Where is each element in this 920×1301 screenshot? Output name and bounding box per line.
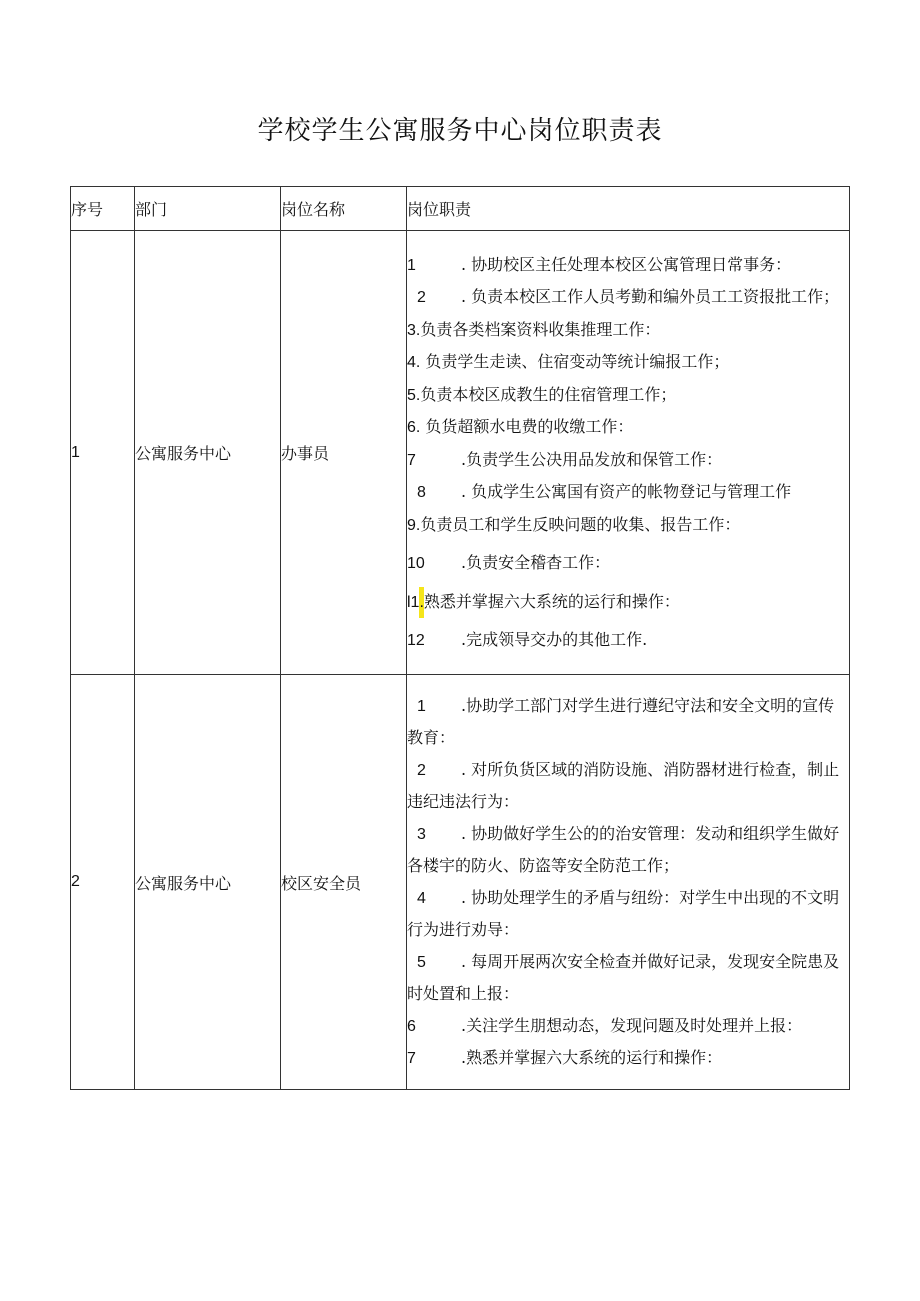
header-duty: 岗位职责 xyxy=(407,187,850,231)
header-position: 岗位名称 xyxy=(281,187,407,231)
duty-item xyxy=(407,1010,849,1043)
duty-num: 9. xyxy=(407,516,421,534)
duty-text: .负责安全稽杳工作： xyxy=(461,553,611,572)
duty-text: 负货超额水电费的收缴工作： xyxy=(420,417,634,436)
duty-text: . 负成学生公寓国有资产的帐物登记与管理工作 xyxy=(461,482,792,501)
duty-text: 负责员工和学生反映问题的收集、报告工作： xyxy=(420,514,741,534)
duty-text: .协助学工部门对学生进行遵纪守法和安全文明的宣传教育： xyxy=(407,695,835,747)
duty-item xyxy=(407,547,849,580)
row-no: 1 xyxy=(71,231,135,675)
duty-item xyxy=(407,281,849,314)
duty-item xyxy=(407,754,849,818)
row-duties xyxy=(407,231,850,675)
duty-num: 1 xyxy=(407,256,416,274)
highlight-mark: . xyxy=(419,587,423,619)
header-dept: 部门 xyxy=(135,187,281,231)
duty-table xyxy=(70,186,850,1090)
duty-item xyxy=(407,586,849,619)
duty-num: 8 xyxy=(417,484,426,501)
table-row xyxy=(71,231,850,675)
duty-num: 6 xyxy=(407,1017,416,1035)
duty-text: 熟悉并掌握六大系统的运行和操作： xyxy=(423,591,680,611)
duty-num: 7 xyxy=(407,451,416,469)
duty-item xyxy=(407,1042,849,1075)
duty-num: 5 xyxy=(417,953,426,971)
duty-item xyxy=(407,946,849,1010)
page-title: 学校学生公寓服务中心岗位职责表 xyxy=(257,116,663,146)
duty-text: 负责各类档案资料收集推理工作： xyxy=(420,319,661,339)
row-position: 办事员 xyxy=(281,231,407,675)
duty-item xyxy=(407,509,849,542)
table-header-row xyxy=(71,187,850,231)
duty-item xyxy=(407,690,849,754)
duty-item xyxy=(407,882,849,946)
duty-text: . 每周开展两次安全检查并做好记录，发现安全院患及时处置和上报： xyxy=(407,951,840,1003)
duty-item xyxy=(407,476,849,509)
duty-item xyxy=(407,444,849,477)
duty-text: .完成领导交办的其他工作. xyxy=(461,630,648,649)
duty-text: . 负责本校区工作人员考勤和编外员工工资报批工作； xyxy=(461,287,840,306)
duty-text: 负责本校区成教生的住宿管理工作； xyxy=(420,384,677,404)
row-duties xyxy=(407,675,850,1090)
duty-item xyxy=(407,818,849,882)
duty-num: 7 xyxy=(407,1050,416,1067)
row-no: 2 xyxy=(71,675,135,1090)
row-dept: 公寓服务中心 xyxy=(135,231,281,675)
row-position: 校区安全员 xyxy=(281,675,407,1090)
duty-item xyxy=(407,411,849,444)
duty-num: 3. xyxy=(407,321,421,339)
duty-text: 负责学生走读、住宿变动等统计编报工作； xyxy=(420,352,730,371)
table-row xyxy=(71,675,850,1090)
duty-num: 1 xyxy=(417,697,426,715)
duty-num: 4. xyxy=(407,354,421,371)
duty-text: .关注学生朋想动态，发现问题及时处理并上报： xyxy=(461,1015,803,1035)
duty-item xyxy=(407,249,849,282)
duty-text: . 协助做好学生公的的治安管理：发动和组织学生做好各楼宇的防火、防盗等安全防范工作； xyxy=(407,823,840,875)
duty-num: 4 xyxy=(417,889,426,907)
duty-item xyxy=(407,314,849,347)
duty-num: 10 xyxy=(407,555,425,572)
row-dept: 公寓服务中心 xyxy=(135,675,281,1090)
duty-num: 3 xyxy=(417,825,426,843)
header-no: 序号 xyxy=(71,187,135,231)
duty-num: l1 xyxy=(407,593,420,611)
duty-item xyxy=(407,624,849,657)
duty-text: . 协助处理学生的矛盾与纽纷：对学生中出现的不文明行为进行劝导： xyxy=(407,887,840,939)
duty-text: .负责学生公决用品发放和保管工作： xyxy=(461,449,723,469)
duty-num: 2 xyxy=(417,761,426,779)
duty-text: . 对所负货区域的消防设施、消防器材进行检查，制止违纪违法行为： xyxy=(407,759,840,811)
duty-text: . 协助校区主任处理本校区公寓管理日常事务： xyxy=(461,254,792,274)
duty-num: 12 xyxy=(407,632,425,649)
duty-num: 2 xyxy=(417,289,426,306)
duty-num: 6. xyxy=(407,419,421,436)
duty-item xyxy=(407,346,849,379)
duty-item xyxy=(407,379,849,412)
duty-num: 5. xyxy=(407,386,421,404)
duty-text: .熟悉并掌握六大系统的运行和操作： xyxy=(461,1048,723,1067)
